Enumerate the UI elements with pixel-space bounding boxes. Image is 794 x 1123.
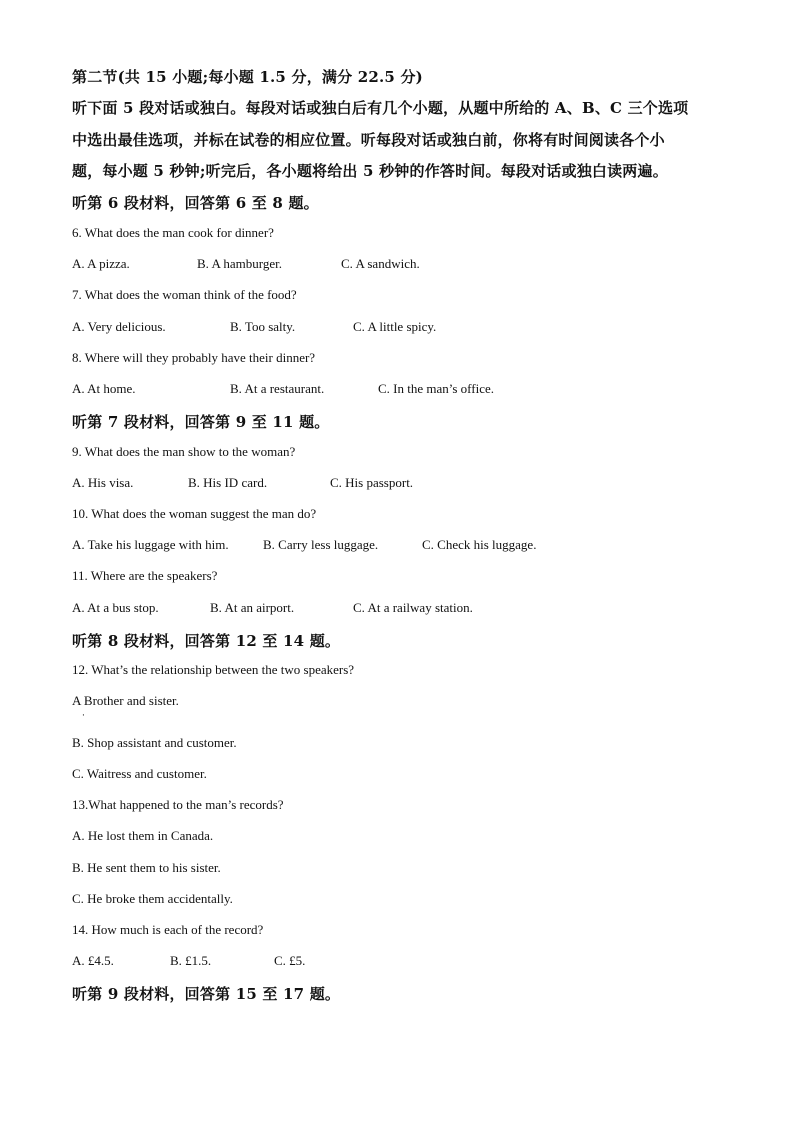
option-9c: C. His passport. [330, 475, 414, 490]
option-13c: C. He broke them accidentally. [72, 891, 233, 906]
option-14b: B. £1.5. [170, 953, 212, 968]
options-10 [72, 537, 732, 555]
option-8b: B. At a restaurant. [230, 381, 325, 396]
options-14 [72, 953, 732, 971]
options-9 [72, 475, 732, 493]
option-14c: C. £5. [274, 953, 306, 968]
option-7a: A. Very delicious. [72, 319, 166, 334]
question-10: 10. What does the woman suggest the man do? [72, 506, 317, 521]
option-6c: C. A sandwich. [341, 256, 420, 271]
option-8a: A. At home. [72, 381, 136, 396]
stray-mark: · [82, 711, 85, 721]
question-14: 14. How much is each of the record? [72, 922, 264, 937]
option-11b: B. At an airport. [210, 600, 295, 615]
option-9b: B. His ID card. [188, 475, 268, 490]
options-11 [72, 600, 732, 618]
option-11c: C. At a railway station. [353, 600, 473, 615]
section-header: 第二节(共 15 小题;每小题 1.5 分，满分 22.5 分) [72, 68, 423, 86]
option-14a: A. £4.5. [72, 953, 114, 968]
group-heading-6: 听第 6 段材料，回答第 6 至 8 题。 [72, 194, 319, 212]
question-8: 8. Where will they probably have their dinner? [72, 350, 316, 365]
option-12a: A Brother and sister. [72, 693, 179, 708]
options-6 [72, 256, 732, 274]
option-12c: C. Waitress and customer. [72, 766, 207, 781]
question-13: 13.What happened to the man’s records? [72, 797, 284, 812]
option-11a: A. At a bus stop. [72, 600, 159, 615]
question-12: 12. What’s the relationship between the two speakers? [72, 662, 355, 677]
question-7: 7. What does the woman think of the food? [72, 287, 297, 302]
instructions-line-3: 题，每小题 5 秒钟;听完后，各小题将给出 5 秒钟的作答时间。每段对话或独白读两遍。 [72, 162, 668, 180]
question-6: 6. What does the man cook for dinner? [72, 225, 274, 240]
option-13a: A. He lost them in Canada. [72, 828, 214, 843]
options-7 [72, 319, 732, 337]
option-10a: A. Take his luggage with him. [72, 537, 229, 552]
option-7b: B. Too salty. [230, 319, 296, 334]
option-8c: C. In the man’s office. [378, 381, 495, 396]
option-10b: B. Carry less luggage. [263, 537, 379, 552]
option-6b: B. A hamburger. [197, 256, 282, 271]
group-heading-7: 听第 7 段材料，回答第 9 至 11 题。 [72, 413, 330, 431]
option-12b: B. Shop assistant and customer. [72, 735, 237, 750]
instructions-line-1: 听下面 5 段对话或独白。每段对话或独白后有几个小题，从题中所给的 A、B、C 三个选项 [72, 99, 689, 117]
question-11: 11. Where are the speakers? [72, 568, 218, 583]
group-heading-9: 听第 9 段材料，回答第 15 至 17 题。 [72, 985, 341, 1003]
group-heading-8: 听第 8 段材料，回答第 12 至 14 题。 [72, 632, 341, 650]
option-9a: A. His visa. [72, 475, 134, 490]
instructions-line-2: 中选出最佳选项，并标在试卷的相应位置。听每段对话或独白前，你将有时间阅读各个小 [72, 131, 665, 149]
option-6a: A. A pizza. [72, 256, 130, 271]
option-10c: C. Check his luggage. [422, 537, 537, 552]
options-8 [72, 381, 732, 399]
option-7c: C. A little spicy. [353, 319, 437, 334]
option-13b: B. He sent them to his sister. [72, 860, 221, 875]
question-9: 9. What does the man show to the woman? [72, 444, 296, 459]
